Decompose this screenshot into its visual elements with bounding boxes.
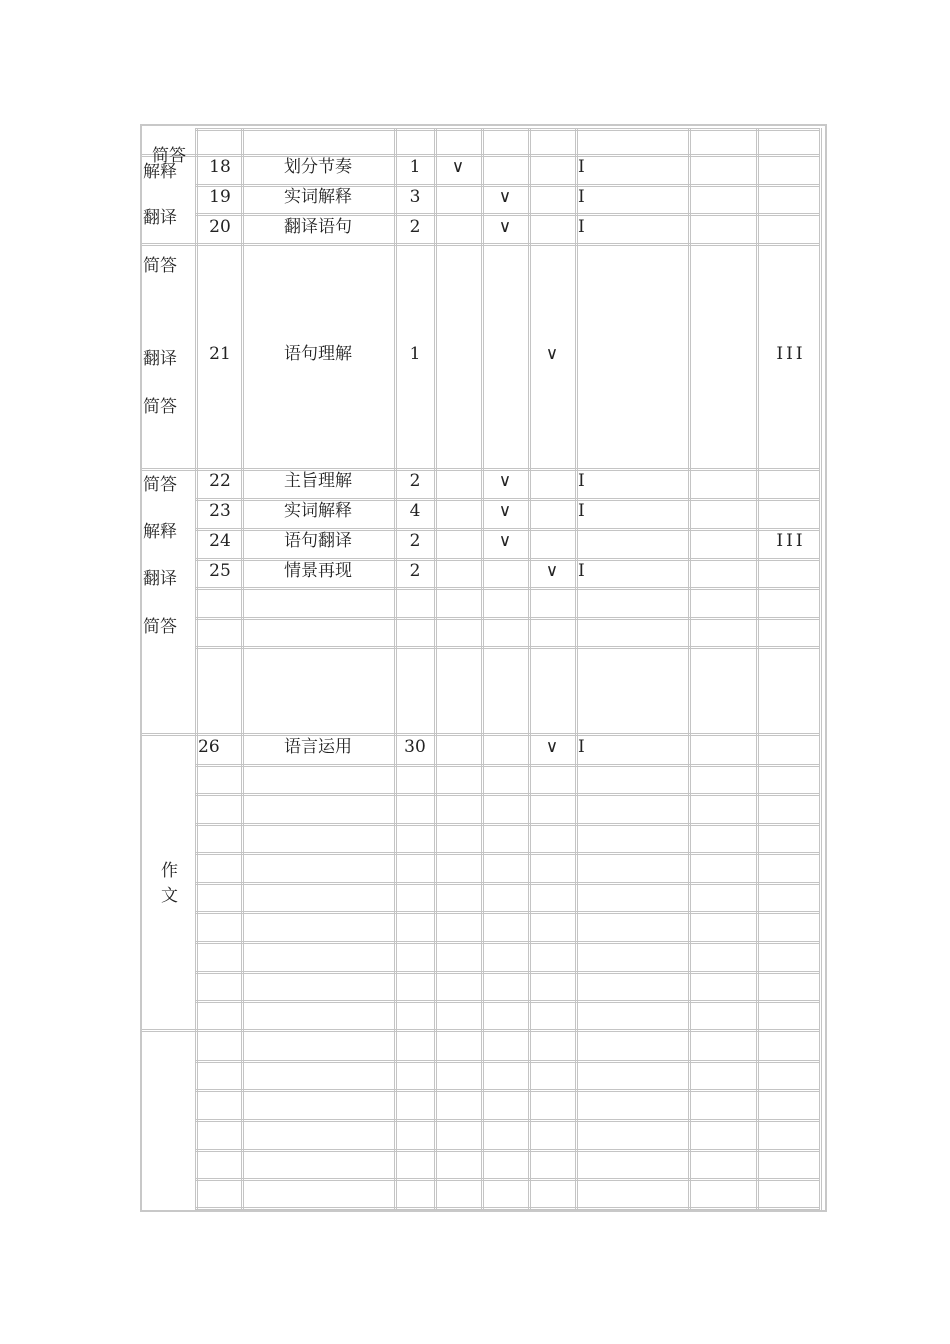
level-mark: I <box>578 737 585 757</box>
question-number: 23 <box>209 501 231 521</box>
question-score: 1 <box>409 157 421 177</box>
level-mark: I <box>578 501 585 521</box>
level-mark: I <box>578 187 585 207</box>
check-mark: ∨ <box>545 737 559 757</box>
check-mark: ∨ <box>545 344 559 364</box>
check-mark: ∨ <box>498 501 512 521</box>
question-name: 实词解释 <box>284 187 352 207</box>
level-mark: I <box>578 561 585 581</box>
question-number: 22 <box>209 471 231 491</box>
level-mark: III <box>776 344 806 364</box>
question-number: 21 <box>209 344 231 364</box>
question-score: 2 <box>409 217 421 237</box>
question-number: 20 <box>209 217 231 237</box>
question-name: 翻译语句 <box>284 217 352 237</box>
check-mark: ∨ <box>498 531 512 551</box>
question-name: 情景再现 <box>284 561 352 581</box>
question-score: 2 <box>409 531 421 551</box>
question-score: 3 <box>409 187 421 207</box>
question-name: 语言运用 <box>284 737 352 757</box>
check-mark: ∨ <box>498 217 512 237</box>
question-score: 30 <box>404 737 426 757</box>
question-name: 主旨理解 <box>284 471 352 491</box>
check-mark: ∨ <box>498 187 512 207</box>
question-name: 划分节奏 <box>284 157 352 177</box>
category-label: 解释 <box>143 162 177 182</box>
level-mark: III <box>776 531 806 551</box>
category-label: 翻译 <box>143 569 177 589</box>
question-score: 4 <box>409 501 421 521</box>
question-name: 语句理解 <box>284 344 352 364</box>
category-top: 简答 <box>152 146 186 166</box>
category-label: 简答 <box>143 617 177 637</box>
check-mark: ∨ <box>545 561 559 581</box>
check-mark: ∨ <box>498 471 512 491</box>
question-number: 24 <box>209 531 231 551</box>
question-score: 1 <box>409 344 421 364</box>
category-label: 作 <box>161 861 178 881</box>
category-label: 简答 <box>143 397 177 417</box>
category-label: 简答 <box>143 475 177 495</box>
question-number: 19 <box>209 187 231 207</box>
question-score: 2 <box>409 561 421 581</box>
question-number: 18 <box>209 157 231 177</box>
level-mark: I <box>578 157 585 177</box>
check-mark: ∨ <box>451 157 465 177</box>
category-label: 翻译 <box>143 208 177 228</box>
level-mark: I <box>578 471 585 491</box>
question-name: 实词解释 <box>284 501 352 521</box>
question-number: 26 <box>198 737 220 757</box>
category-label: 简答 <box>143 256 177 276</box>
category-label: 翻译 <box>143 349 177 369</box>
question-score: 2 <box>409 471 421 491</box>
category-label: 解释 <box>143 522 177 542</box>
question-number: 25 <box>209 561 231 581</box>
question-name: 语句翻译 <box>284 531 352 551</box>
category-label: 文 <box>161 886 178 906</box>
level-mark: I <box>578 217 585 237</box>
